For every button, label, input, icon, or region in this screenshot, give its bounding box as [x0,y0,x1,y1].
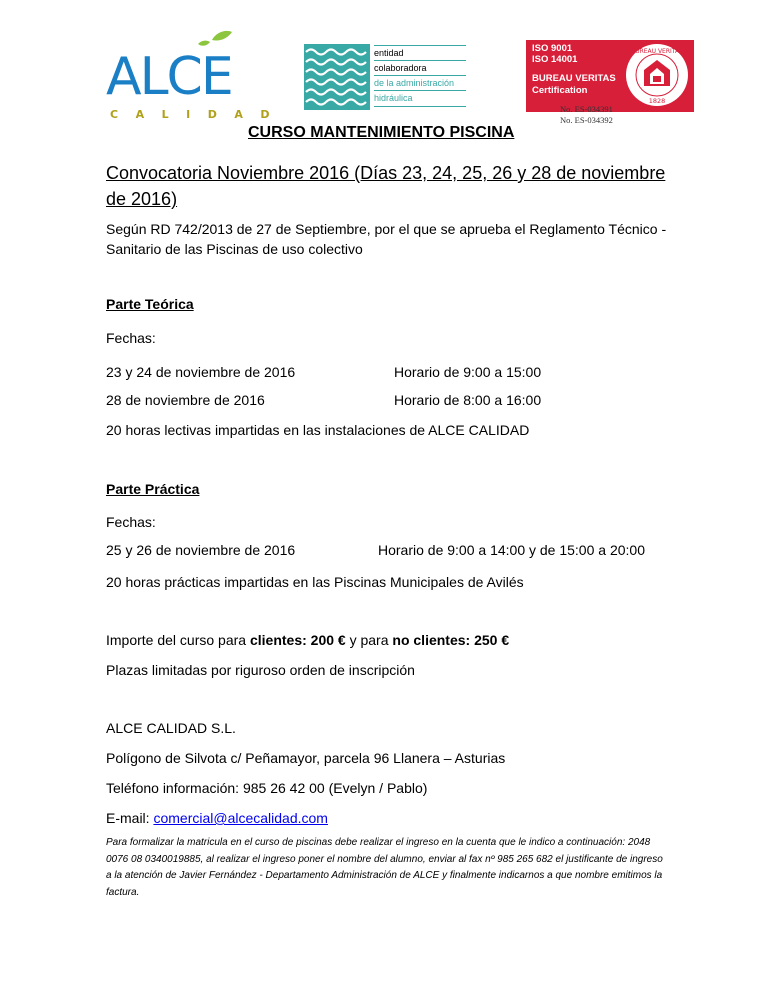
iso-14001-label: ISO 14001 [532,54,578,65]
certification-label: Certification [532,85,588,96]
waves-icon [304,44,370,110]
importe-middle: y para [345,632,393,648]
practica-heading: Parte Práctica [106,481,200,497]
price-no-clientes: no clientes: 250 € [392,632,510,648]
practica-date: 25 y 26 de noviembre de 2016 [106,542,296,558]
convocatoria-heading [106,160,684,212]
seal-year: 1828 [648,97,666,105]
bureau-veritas-certification-logo [526,40,694,112]
company-email [106,808,328,828]
alce-calidad-logo [104,30,287,121]
cert-number: No. ES-034392 [560,115,613,125]
plazas-text: Plazas limitadas por riguroso orden de inscripción [106,662,415,678]
entidad-line: entidad [374,48,404,58]
intro-text: Según RD 742/2013 de 27 de Septiembre, por el que se aprueba el Reglamento Técnico - Sanitario de las Piscinas de uso colectivo [106,221,667,257]
entidad-line: de la administración [374,78,455,88]
divider [374,75,466,76]
practica-schedule: Horario de 9:00 a 14:00 y de 15:00 a 20:00 [378,542,645,558]
divider [374,106,466,107]
iso-9001-label: ISO 9001 [532,43,573,54]
teorica-date: 28 de noviembre de 2016 [106,392,265,408]
teorica-hours: 20 horas lectivas impartidas en las instalaciones de ALCE CALIDAD [106,422,530,438]
entidad-line: colaboradora [374,63,427,73]
convocatoria-text: Convocatoria Noviembre 2016 (Días 23, 24, 25, 26 y 28 de noviembre de 2016) [106,163,666,209]
email-link[interactable]: comercial@alcecalidad.com [153,810,328,826]
email-label: E-mail: [106,810,154,826]
bureau-veritas-label: BUREAU VERITAS [532,73,616,84]
entidad-colaboradora-logo [304,44,470,110]
page-title: CURSO MANTENIMIENTO PISCINA [248,124,515,141]
teorica-date: 23 y 24 de noviembre de 2016 [106,364,296,380]
teorica-heading: Parte Teórica [106,296,194,312]
seal-text: BUREAU VERITAS [631,48,683,55]
leaf-icon [212,31,232,41]
cert-number: No. ES-034391 [560,104,613,114]
importe-text [106,630,509,650]
practica-hours: 20 horas prácticas impartidas en las Piscinas Municipales de Avilés [106,574,524,590]
divider [374,45,466,46]
entidad-line: hidráulica [374,93,413,103]
teorica-schedule: Horario de 8:00 a 16:00 [394,392,542,408]
company-name: ALCE CALIDAD S.L. [106,720,236,736]
company-address: Polígono de Silvota c/ Peñamayor, parcela 96 Llanera – Asturias [106,750,506,766]
divider [374,90,466,91]
alce-logo-subtext: CALIDAD [110,108,287,121]
price-clientes: clientes: 200 € [249,632,346,648]
alce-logo-graphic [104,30,287,121]
teorica-fechas-label: Fechas: [106,330,156,346]
payment-footnote: Para formalizar la matricula en el curso de piscinas debe realizar el ingreso en la cuenta que le indico a continuación: 2048 0076 08 0340019885, al realizar el ingreso poner el nombre del alumno, enviar al fax nº 985 265 682 el justificante de ingreso a la atención de Javier Fernández - Departamento Administración de ALCE y finalmente indicarnos a que nombre emitimos la factura. [106,837,663,898]
importe-prefix: Importe del curso para [106,632,250,648]
leaf-small-icon [198,41,210,46]
teorica-schedule: Horario de 9:00 a 15:00 [394,364,542,380]
bureau-veritas-seal-icon [624,42,690,108]
company-phone: Teléfono información: 985 26 42 00 (Evelyn / Pablo) [106,780,428,796]
alce-logo-text: ALCE [106,47,232,107]
divider [374,60,466,61]
practica-fechas-label: Fechas: [106,514,156,530]
